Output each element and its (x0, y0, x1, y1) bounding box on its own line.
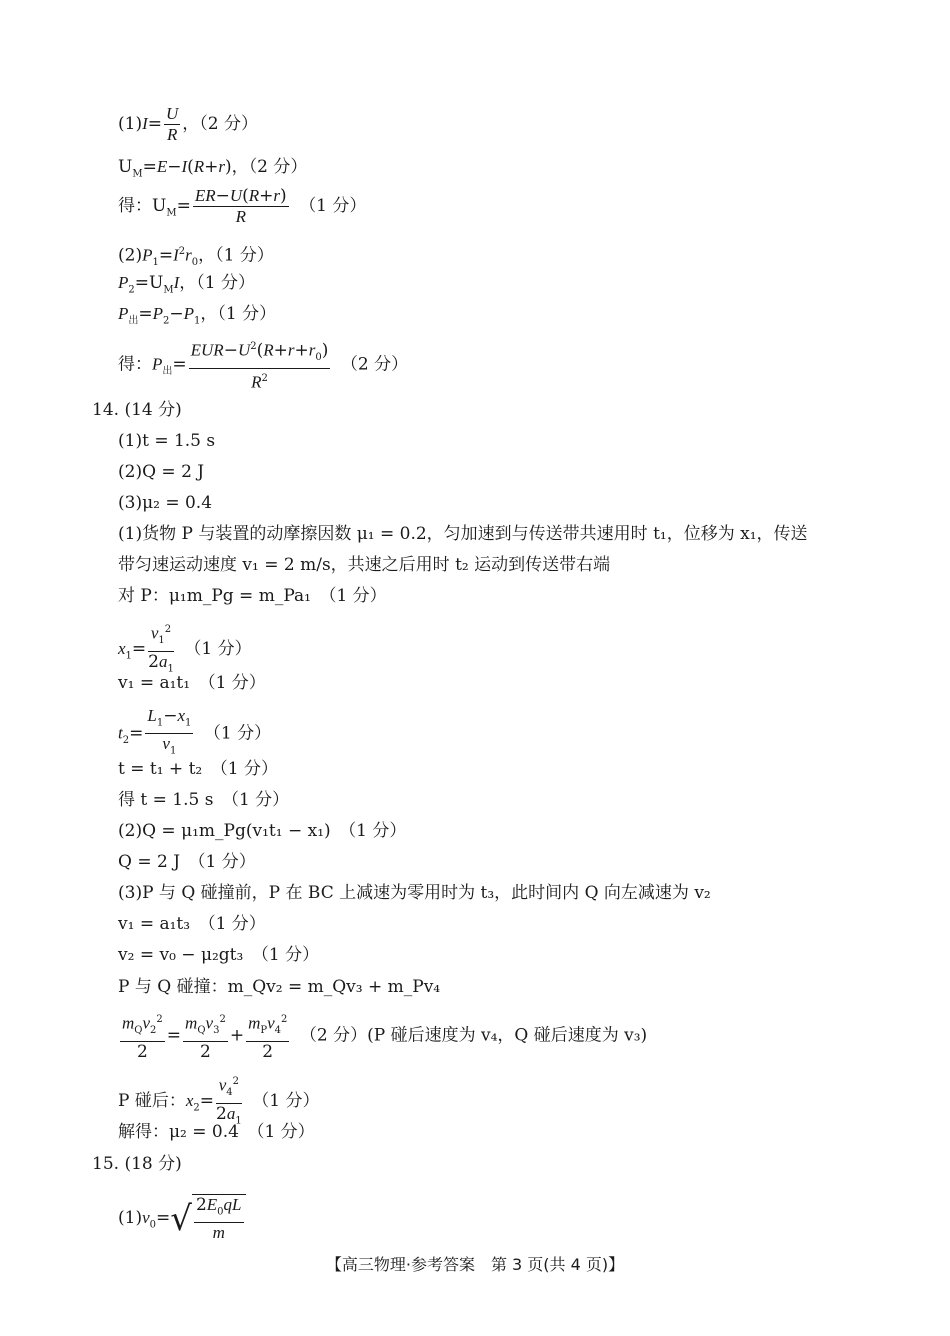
fraction: $\frac{ER-U(R+r)}{R}$ (194, 186, 287, 226)
q14-step-3 (118, 671, 266, 695)
q14-heading: 14. (14 分) (92, 400, 182, 420)
q14-step-9: (3)P 与 Q 碰撞前，P 在 BC 上减速为零用时为 t₃，此时间内 Q 向左减速为 v₂ (118, 883, 711, 903)
q13-line-7: 得：$P_出=$ $\frac{EUR-U^2(R+r+r_0)}{R^2}$ （2 分） (118, 337, 408, 393)
equation: (2)Q = μ₁m_Pg(v₁t₁ − x₁) (118, 821, 331, 841)
q14-step-8 (118, 850, 256, 874)
q15-line-1: $(1)v_0=√$ $\frac{2E_0qL}{m}$ (118, 1194, 246, 1243)
prefix: P 碰后： (118, 1091, 186, 1112)
q13-line-3: 得：$U_M=$ $\frac{ER-U(R+r)}{R}$ （1 分） (118, 186, 367, 226)
equation: v₁ = a₁t₁ (118, 673, 191, 693)
q14-step-5 (118, 757, 278, 781)
equation: 解得：μ₂ = 0.4 (118, 1122, 239, 1142)
q14-answer-1: (1)t = 1.5 s (118, 431, 216, 451)
q13-line-5: $P_2=U_MI$，（1 分） (118, 273, 255, 296)
q14-step-6 (118, 788, 289, 812)
sqrt: √ $\frac{2E_0qL}{m}$ (170, 1194, 245, 1243)
page-footer: 【高三物理·参考答案 第 3 页(共 4 页)】 (325, 1255, 625, 1274)
q14-step-11 (118, 943, 319, 967)
score: （1 分） (197, 852, 256, 872)
q13-line-4: $(2)P_1=I^2r_0$，（1 分） (118, 245, 274, 269)
equation: v₁ = a₁t₃ (118, 914, 191, 934)
equation: 对 P：μ₁m_Pg = m_Pa₁ (118, 586, 311, 606)
equation: v₂ = v₀ − μ₂gt₃ (118, 945, 244, 965)
equation: Q = 2 J (118, 852, 181, 872)
q14-step-10 (118, 912, 266, 936)
score: （1 分） (219, 759, 278, 779)
q14-paragraph-line-1: (1)货物 P 与装置的动摩擦因数 μ₁ = 0.2，匀加速到与传送带共速用时 t₁，位移为 x₁，传送 (118, 524, 808, 544)
score: （1 分） (307, 196, 367, 216)
score: （1 分） (327, 586, 387, 606)
fraction: $\frac{m_Qv_2^2}{2}$ (120, 1010, 165, 1062)
q13-line-2: $U_M=E-I(R+r)$，（2 分） (118, 157, 308, 180)
q14-answer-3: (3)μ₂ = 0.4 (118, 493, 213, 513)
fraction: $\frac{v_1^2}{2a_1}$ (148, 620, 174, 679)
score: （1 分） (260, 945, 320, 965)
q14-step-15 (118, 1120, 315, 1144)
score: （1 分） (207, 673, 266, 693)
prefix: 得： (118, 196, 152, 216)
fraction: $\frac{m_Qv_3^2}{2}$ (183, 1010, 228, 1062)
label: (1) (118, 1208, 143, 1229)
score: （2 分） (349, 354, 409, 375)
score: （1 分） (196, 273, 255, 293)
score: （1 分） (260, 1091, 320, 1112)
fraction: $\frac{U}{R}$ (166, 104, 179, 144)
q14-step-12: P 与 Q 碰撞：m_Qv₂ = m_Qv₃ + m_Pv₄ (118, 977, 441, 997)
q14-step-7 (118, 819, 406, 843)
q14-paragraph-line-2: 带匀速运动速度 v₁ = 2 m/s，共速之后用时 t₂ 运动到传送带右端 (118, 555, 611, 575)
score: （1 分） (217, 304, 277, 324)
score: （1 分） (255, 1122, 315, 1142)
equation: 得 t = 1.5 s (118, 790, 214, 810)
q14-step-13: $\frac{m_Qv_2^2}{2}$ = $\frac{m_Qv_3^2}{2}$ + $\frac{m_Pv_4^2}{2}$ （2 分）(P 碰后速度为 v₄，Q 碰后速度为 v₃) (118, 1010, 647, 1062)
score: （2 分） (248, 157, 308, 177)
score: （1 分） (192, 639, 252, 660)
q14-step-4: $t_2=$ $\frac{L_1-x_1}{v_1}$ （1 分） (118, 706, 271, 762)
score: （1 分） (207, 914, 266, 934)
score: （1 分） (215, 245, 274, 266)
q13-line-1: (1)I= $\frac{U}{R}$ ，（2 分） (118, 104, 259, 144)
prefix: 得： (118, 354, 152, 375)
fraction: $\frac{m_Pv_4^2}{2}$ (246, 1010, 289, 1062)
score: （1 分） (230, 790, 290, 810)
equation: t = t₁ + t₂ (118, 759, 203, 779)
fraction: $\frac{v_4^2}{2a_1}$ (216, 1072, 242, 1131)
fraction: $\frac{EUR-U^2(R+r+r_0)}{R^2}$ (189, 337, 331, 393)
q14-step-2: $x_1=$ $\frac{v_1^2}{2a_1}$ （1 分） (118, 620, 252, 679)
fraction: $\frac{L_1-x_1}{v_1}$ (147, 706, 192, 757)
label: (1) (118, 114, 143, 134)
score: （2 分） (199, 114, 259, 134)
q15-heading: 15. (18 分) (92, 1154, 182, 1174)
q14-answer-2: (2)Q = 2 J (118, 462, 205, 482)
score: （2 分）(P 碰后速度为 v₄，Q 碰后速度为 v₃) (308, 1025, 648, 1046)
fraction: $\frac{2E_0qL}{m}$ (195, 1195, 242, 1243)
score: （1 分） (347, 821, 407, 841)
q14-step-14: P 碰后：$x_2=$ $\frac{v_4^2}{2a_1}$ （1 分） (118, 1072, 319, 1131)
q13-line-6: $P_出=P_2-P_1$，（1 分） (118, 304, 277, 327)
score: （1 分） (212, 723, 272, 744)
q14-step-1 (118, 584, 387, 608)
